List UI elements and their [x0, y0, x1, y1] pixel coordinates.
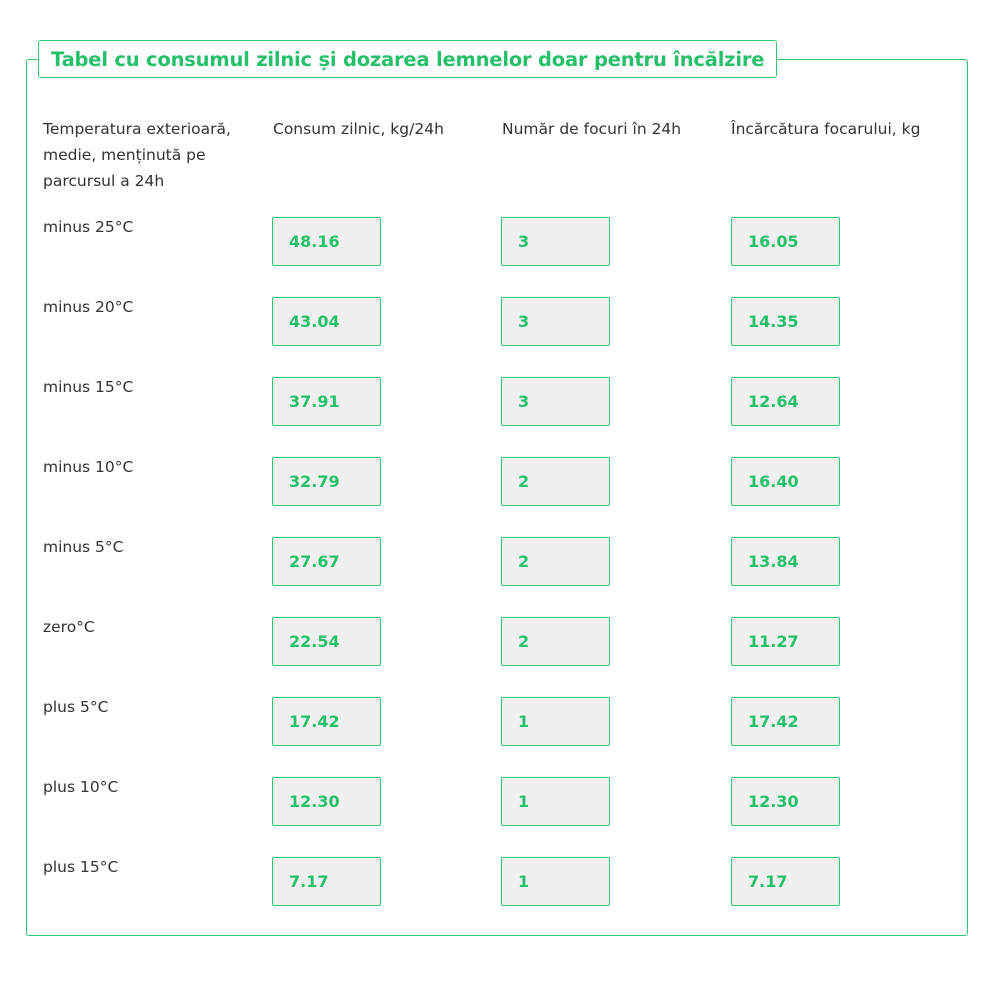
header-incarcatura: Încărcătura focarului, kg: [731, 120, 921, 138]
focuri-value: 1: [518, 792, 530, 811]
focuri-cell: [501, 457, 610, 506]
focuri-value: 1: [518, 712, 530, 731]
table-row: [0, 217, 1000, 297]
incarcatura-cell: [731, 377, 840, 426]
temperature-label: plus 15°C: [43, 858, 119, 876]
temperature-label: minus 10°C: [43, 458, 134, 476]
consum-cell: [272, 217, 381, 266]
table-row: [0, 297, 1000, 377]
incarcatura-cell: [731, 217, 840, 266]
consum-cell: [272, 857, 381, 906]
consum-cell: [272, 537, 381, 586]
consum-cell: [272, 297, 381, 346]
focuri-cell: [501, 857, 610, 906]
consum-value: 17.42: [289, 712, 340, 731]
incarcatura-cell: [731, 537, 840, 586]
incarcatura-value: 16.05: [748, 232, 799, 251]
table-title-box: [38, 40, 777, 78]
focuri-value: 1: [518, 872, 530, 891]
focuri-cell: [501, 297, 610, 346]
incarcatura-value: 12.30: [748, 792, 799, 811]
incarcatura-cell: [731, 777, 840, 826]
incarcatura-cell: [731, 857, 840, 906]
consum-cell: [272, 457, 381, 506]
consum-value: 48.16: [289, 232, 340, 251]
incarcatura-cell: [731, 697, 840, 746]
header-focuri: Număr de focuri în 24h: [502, 120, 682, 138]
incarcatura-value: 17.42: [748, 712, 799, 731]
table-title: Tabel cu consumul zilnic și dozarea lemnelor doar pentru încălzire: [51, 47, 765, 71]
focuri-cell: [501, 217, 610, 266]
consum-cell: [272, 377, 381, 426]
table-row: [0, 777, 1000, 857]
incarcatura-value: 7.17: [748, 872, 788, 891]
focuri-value: 3: [518, 232, 530, 251]
temperature-label: minus 5°C: [43, 538, 124, 556]
incarcatura-cell: [731, 297, 840, 346]
focuri-value: 2: [518, 552, 530, 571]
focuri-cell: [501, 777, 610, 826]
incarcatura-cell: [731, 617, 840, 666]
consum-cell: [272, 617, 381, 666]
focuri-value: 3: [518, 392, 530, 411]
temperature-label: minus 15°C: [43, 378, 134, 396]
table-row: [0, 617, 1000, 697]
header-temperature: Temperatura exterioară, medie, menținută pe parcursul a 24h: [43, 120, 231, 190]
temperature-label: minus 20°C: [43, 298, 134, 316]
incarcatura-cell: [731, 457, 840, 506]
focuri-value: 2: [518, 632, 530, 651]
consum-cell: [272, 777, 381, 826]
temperature-label: zero°C: [43, 618, 95, 636]
table-row: [0, 377, 1000, 457]
consum-value: 12.30: [289, 792, 340, 811]
temperature-label: minus 25°C: [43, 218, 134, 236]
incarcatura-value: 11.27: [748, 632, 799, 651]
focuri-cell: [501, 617, 610, 666]
focuri-value: 3: [518, 312, 530, 331]
temperature-label: plus 5°C: [43, 698, 109, 716]
focuri-cell: [501, 697, 610, 746]
incarcatura-value: 13.84: [748, 552, 799, 571]
incarcatura-value: 16.40: [748, 472, 799, 491]
consum-value: 37.91: [289, 392, 340, 411]
focuri-value: 2: [518, 472, 530, 491]
temperature-label: plus 10°C: [43, 778, 119, 796]
consum-value: 32.79: [289, 472, 340, 491]
consum-value: 7.17: [289, 872, 329, 891]
header-consum: Consum zilnic, kg/24h: [273, 120, 444, 138]
consum-cell: [272, 697, 381, 746]
consum-value: 22.54: [289, 632, 340, 651]
focuri-cell: [501, 537, 610, 586]
incarcatura-value: 14.35: [748, 312, 799, 331]
consum-value: 27.67: [289, 552, 340, 571]
table-row: [0, 537, 1000, 617]
table-row: [0, 857, 1000, 937]
table-row: [0, 697, 1000, 777]
incarcatura-value: 12.64: [748, 392, 799, 411]
consum-value: 43.04: [289, 312, 340, 331]
focuri-cell: [501, 377, 610, 426]
table-row: [0, 457, 1000, 537]
